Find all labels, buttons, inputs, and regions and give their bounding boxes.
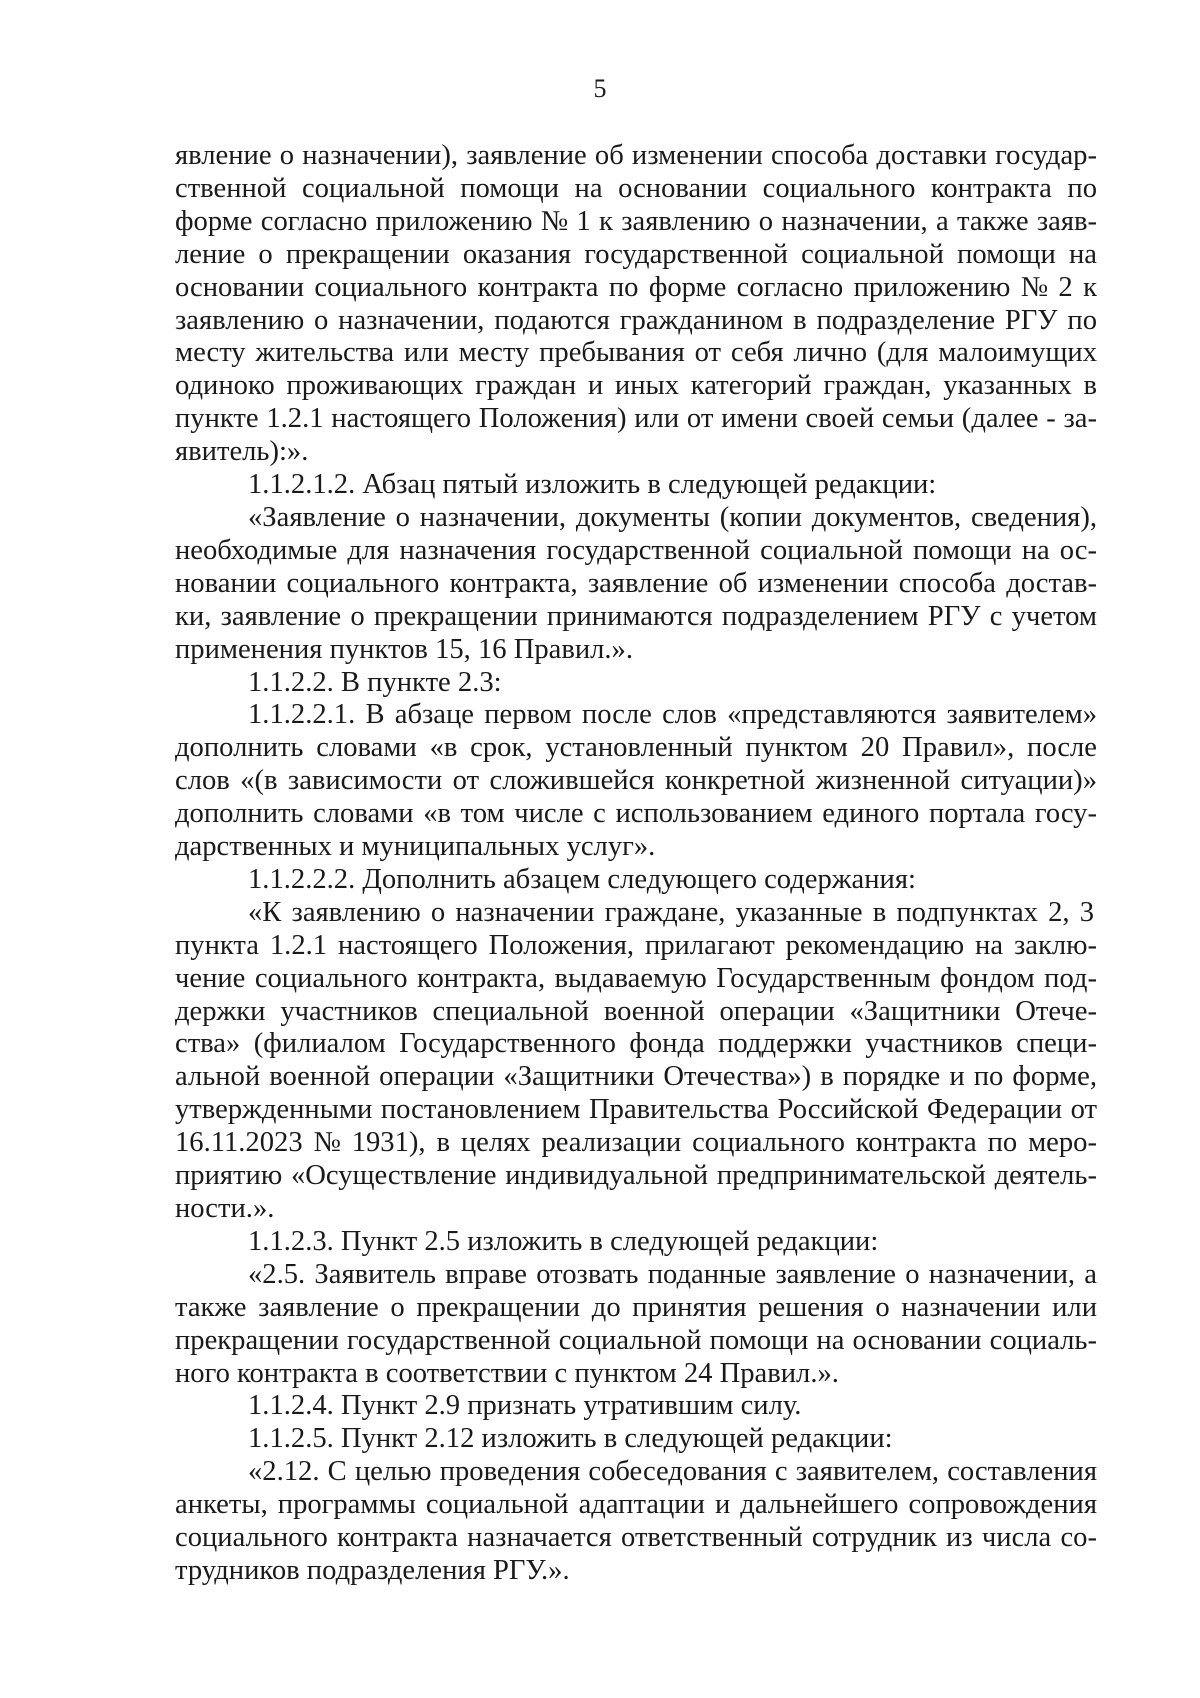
text-line: приятию «Осуществление индивидуальной предпринимательской деятель- [175, 1160, 1097, 1192]
text-line: ности.». [175, 1193, 275, 1224]
text-line: 1.1.2.1.2. Абзац пятый изложить в следующей редакции: [248, 469, 937, 501]
text-line: заявлению о назначении, подаются гражданином в подразделение РГУ по [175, 304, 1097, 336]
text-line: ного контракта в соответствии с пунктом 24 Правил.». [175, 1357, 839, 1389]
text-line: основании социального контракта по форме согласно приложению № 2 к [175, 271, 1097, 303]
text-line: форме согласно приложению № 1 к заявлению о назначении, а также заяв- [175, 205, 1097, 237]
text-line: пункта 1.2.1 настоящего Положения, прилагают рекомендацию на заклю- [175, 929, 1097, 961]
text-line: 1.1.2.2.1. В абзаце первом после слов «представляются заявителем» [248, 699, 1097, 731]
text-line: 1.1.2.3. Пункт 2.5 изложить в следующей редакции: [248, 1225, 879, 1257]
text-line: утвержденными постановлением Правительства Российской Федерации от [175, 1094, 1097, 1126]
text-line: необходимые для назначения государственной социальной помощи на ос- [175, 534, 1097, 566]
text-line: дополнить словами «в том числе с использованием единого портала госу- [175, 798, 1097, 830]
text-line: 1.1.2.4. Пункт 2.9 признать утратившим силу. [248, 1390, 802, 1422]
text-line: анкеты, программы социальной адаптации и дальнейшего сопровождения [175, 1489, 1097, 1521]
text-line: «Заявление о назначении, документы (копии документов, сведения), [248, 501, 1097, 533]
text-line: прекращении государственной социальной помощи на основании социаль- [175, 1324, 1097, 1356]
text-line: пункте 1.2.1 настоящего Положения) или от имени своей семьи (далее - за- [175, 403, 1097, 435]
text-line: месту жительства или месту пребывания от себя лично (для малоимущих [175, 337, 1097, 369]
text-line: применения пунктов 15, 16 Правил.». [175, 633, 634, 665]
document-body [175, 140, 1097, 1588]
text-line: «2.12. С целью проведения собеседования с заявителем, составления [248, 1456, 1097, 1488]
text-line: ление о прекращении оказания государственной социальной помощи на [175, 238, 1097, 270]
text-line: «2.5. Заявитель вправе отозвать поданные заявление о назначении, а [248, 1258, 1097, 1290]
text-line: трудников подразделения РГУ.». [175, 1554, 570, 1586]
page-number: 5 [593, 74, 607, 103]
text-line: одиноко проживающих граждан и иных категорий граждан, указанных в [175, 370, 1097, 402]
text-line: социального контракта назначается ответственный сотрудник из числа со- [175, 1522, 1097, 1554]
text-line: 1.1.2.2.2. Дополнить абзацем следующего содержания: [248, 863, 916, 895]
text-line: альной военной операции «Защитники Отечества») в порядке и по форме, [175, 1061, 1097, 1093]
text-line: ства» (филиалом Государственного фонда поддержки участников специ- [175, 1028, 1097, 1060]
text-line: 1.1.2.2. В пункте 2.3: [248, 666, 502, 698]
text-line: дарственных и муниципальных услуг». [175, 831, 656, 863]
text-line: чение социального контракта, выдаваемую Государственным фондом под- [175, 962, 1097, 994]
text-line: 1.1.2.5. Пункт 2.12 изложить в следующей редакции: [248, 1423, 893, 1455]
text-line: «К заявлению о назначении граждане, указанные в подпунктах 2, 3 [248, 896, 1094, 928]
text-line: дополнить словами «в срок, установленный пунктом 20 Правил», после [175, 732, 1097, 764]
text-line: явление о назначении), заявление об изменении способа доставки государ- [175, 140, 1097, 171]
text-line: ственной социальной помощи на основании социального контракта по [175, 172, 1097, 204]
text-line: также заявление о прекращении до принятия решения о назначении или [175, 1291, 1097, 1323]
text-line: ки, заявление о прекращении принимаются подразделением РГУ с учетом [175, 600, 1097, 632]
text-line: новании социального контракта, заявление об изменении способа достав- [175, 567, 1097, 599]
text-line: слов «(в зависимости от сложившейся конкретной жизненной ситуации)» [175, 765, 1097, 797]
text-line: явитель):». [175, 436, 309, 468]
text-line: 16.11.2023 № 1931), в целях реализации социального контракта по меро- [175, 1127, 1097, 1159]
text-line: держки участников специальной военной операции «Защитники Отече- [175, 995, 1097, 1027]
